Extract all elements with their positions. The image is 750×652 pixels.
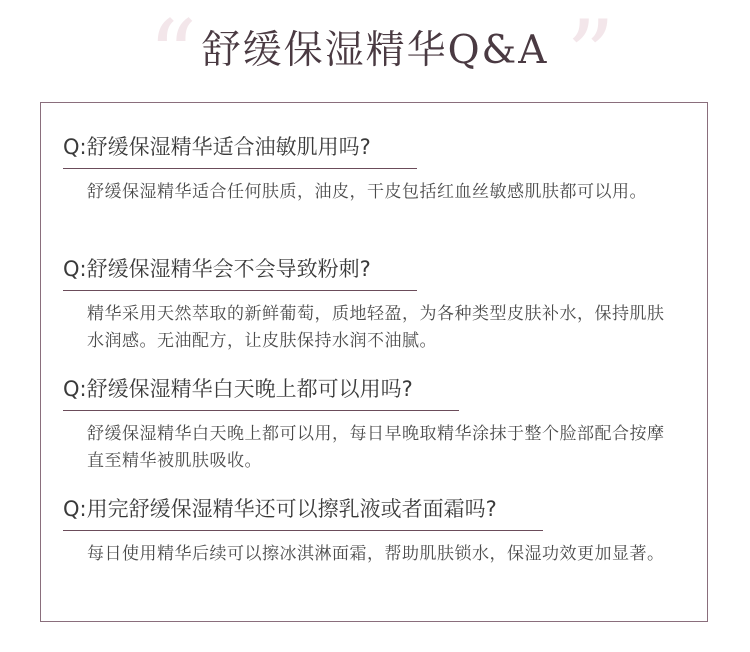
open-quote-mark: “ xyxy=(148,0,198,112)
qa-item-1 xyxy=(63,133,703,206)
question-underline xyxy=(63,530,543,531)
title-area xyxy=(0,0,750,112)
answer-1: 舒缓保湿精华适合任何肤质，油皮，干皮包括红血丝敏感肌肤都可以用。 xyxy=(87,182,647,202)
question-underline xyxy=(63,168,417,169)
qa-panel xyxy=(40,102,708,622)
question-1: Q:舒缓保湿精华适合油敏肌用吗? xyxy=(63,135,371,159)
qa-item-3 xyxy=(63,375,703,475)
answer-3: 舒缓保湿精华白天晚上都可以用，每日早晚取精华涂抹于整个脸部配合按摩直至精华被肌肤吸收。 xyxy=(87,424,665,471)
question-underline xyxy=(63,410,459,411)
question-4: Q:用完舒缓保湿精华还可以擦乳液或者面霜吗? xyxy=(63,497,497,521)
qa-item-2 xyxy=(63,255,703,355)
question-3: Q:舒缓保湿精华白天晚上都可以用吗? xyxy=(63,377,413,401)
page-title: 舒缓保湿精华Q&A xyxy=(201,28,549,73)
answer-4: 每日使用精华后续可以擦冰淇淋面霜，帮助肌肤锁水，保湿功效更加显著。 xyxy=(87,544,665,564)
qa-item-4 xyxy=(63,495,703,568)
question-2: Q:舒缓保湿精华会不会导致粉刺? xyxy=(63,257,371,281)
close-quote-mark: ” xyxy=(566,0,616,112)
answer-2: 精华采用天然萃取的新鲜葡萄，质地轻盈，为各种类型皮肤补水，保持肌肤水润感。无油配方，让皮肤保持水润不油腻。 xyxy=(87,304,665,351)
question-underline xyxy=(63,290,417,291)
